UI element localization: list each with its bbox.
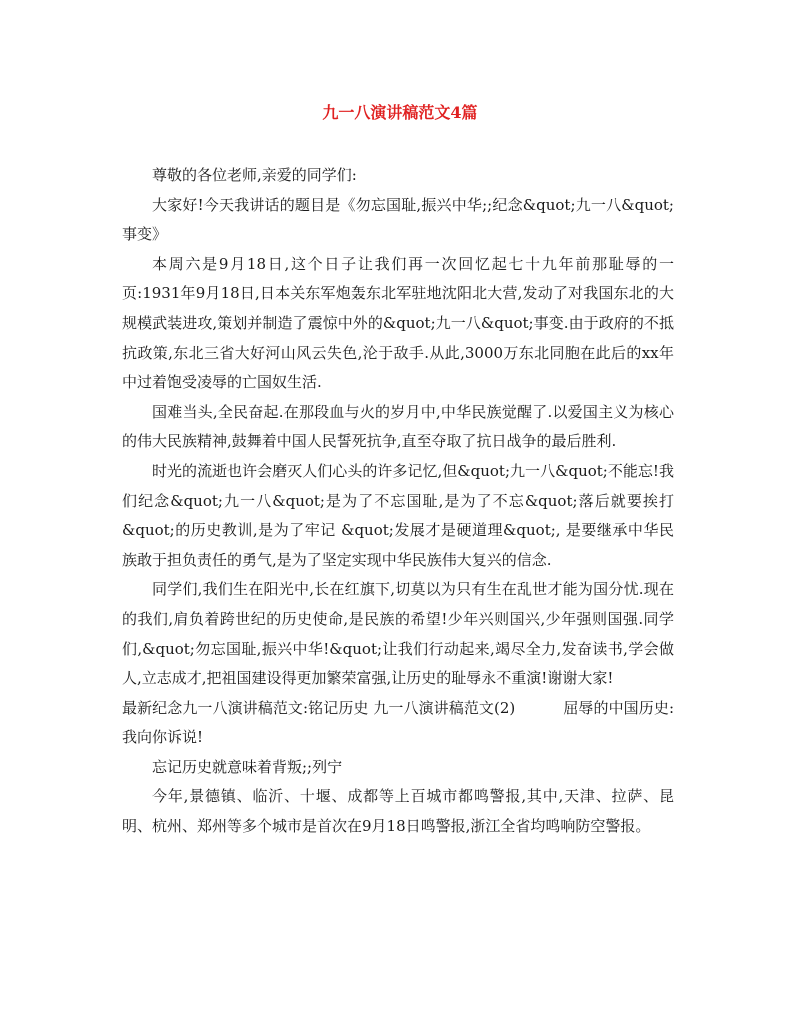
paragraph-second-article-heading [122, 694, 674, 753]
paragraph-remembrance: 时光的流逝也许会磨灭人们心头的许多记忆,但&quot;九一八&quot;不能忘!我们纪念&quot;九一八&quot;是为了不忘国耻,是为了不忘&quot;落后就要挨打&quot;的历史教训,是为了牢记 &quot;发展才是硬道理&quot;, 是要继承中华民族敢于担负责任的勇气,是为了坚定实现中华民族伟大复兴的信念. [122, 461, 674, 569]
second-article-title: 最新纪念九一八演讲稿范文:铭记历史 九一八演讲稿范文(2) [122, 698, 516, 717]
paragraph-greeting: 大家好!今天我讲话的题目是《勿忘国耻,振兴中华;;纪念&quot;九一八&quot;事变》 [122, 195, 674, 244]
second-article-subtitle: 屈辱的中国历史:我向你诉说! [122, 698, 674, 747]
paragraph-history: 本周六是9月18日,这个日子让我们再一次回忆起七十九年前那耻辱的一页:1931年9月18日,日本关东军炮轰东北军驻地沈阳北大营,发动了对我国东北的大规模武装进攻,策划并制造了震惊中外的&quot;九一八&quot;事变.由于政府的不抵抗政策,东北三省大好河山风云失色,沦于敌手.从此,3000万东北同胞在此后的xx年中过着饱受凌辱的亡国奴生活. [122, 254, 674, 392]
paragraph-call-to-action: 同学们,我们生在阳光中,长在红旗下,切莫以为只有生在乱世才能为国分忧.现在的我们,肩负着跨世纪的历史使命,是民族的希望!少年兴则国兴,少年强则国强.同学们,&quot;勿忘国耻,振兴中华!&quot;让我们行动起来,竭尽全力,发奋读书,学会做人,立志成才,把祖国建设得更加繁荣富强,让历史的耻辱永不重演!谢谢大家! [122, 580, 674, 688]
paragraph-awakening: 国难当头,全民奋起.在那段血与火的岁月中,中华民族觉醒了.以爱国主义为核心的伟大民族精神,鼓舞着中国人民誓死抗争,直至夺取了抗日战争的最后胜利. [122, 402, 674, 451]
document-body [122, 161, 674, 842]
paragraph-quote: 忘记历史就意味着背叛;;列宁 [152, 757, 343, 776]
paragraph-sirens: 今年,景德镇、临沂、十堰、成都等上百城市都鸣警报,其中,天津、拉萨、昆明、杭州、郑州等多个城市是首次在9月18日鸣警报,浙江全省均鸣响防空警报。 [122, 787, 674, 836]
document-title: 九一八演讲稿范文4篇 [322, 103, 478, 122]
paragraph-salutation: 尊敬的各位老师,亲爱的同学们: [152, 166, 357, 184]
